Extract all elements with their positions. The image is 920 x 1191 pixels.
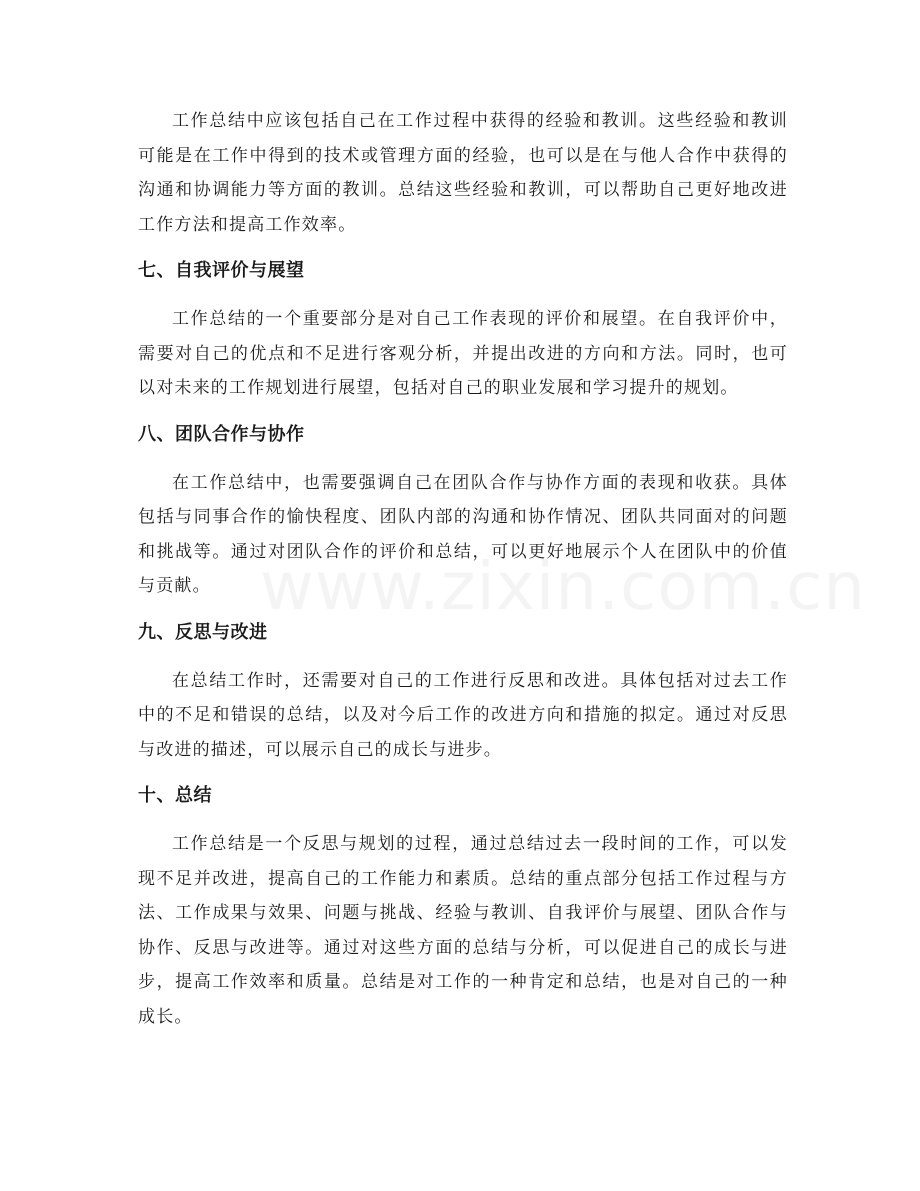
paragraph-experience-lessons: 工作总结中应该包括自己在工作过程中获得的经验和教训。这些经验和教训可能是在工作中得到的技术或管理方面的经验，也可以是在与他人合作中获得的沟通和协调能力等方面的教训。总结这些经验和教训，可以帮助自己更好地改进工作方法和提高工作效率。 xyxy=(138,111,788,235)
paragraph-summary: 工作总结是一个反思与规划的过程，通过总结过去一段时间的工作，可以发现不足并改进，提高自己的工作能力和素质。总结的重点部分包括工作过程与方法、工作成果与效果、问题与挑战、经验与教训、自我评价与展望、团队合作与协作、反思与改进等。通过对这些方面的总结与分析，可以促进自己的成长与进步，提高工作效率和质量。总结是对工作的一种肯定和总结，也是对自己的一种成长。 xyxy=(138,834,788,1027)
paragraph-teamwork: 在工作总结中，也需要强调自己在团队合作与协作方面的表现和收获。具体包括与同事合作的愉快程度、团队内部的沟通和协作情况、团队共同面对的问题和挑战等。通过对团队合作的评价和总结，可以更好地展示个人在团队中的价值与贡献。 xyxy=(138,472,788,596)
section-heading-8: 八、团队合作与协作 xyxy=(138,423,305,445)
document-body xyxy=(138,104,788,1034)
section-heading-9: 九、反思与改进 xyxy=(138,621,268,643)
section-heading-10: 十、总结 xyxy=(138,785,212,806)
paragraph-reflection: 在总结工作时，还需要对自己的工作进行反思和改进。具体包括对过去工作中的不足和错误的总结，以及对今后工作的改进方向和措施的拟定。通过对反思与改进的描述，可以展示自己的成长与进步。 xyxy=(138,670,788,760)
paragraph-self-evaluation: 工作总结的一个重要部分是对自己工作表现的评价和展望。在自我评价中，需要对自己的优点和不足进行客观分析，并提出改进的方向和方法。同时，也可以对未来的工作规划进行展望，包括对自己的职业发展和学习提升的规划。 xyxy=(138,309,788,398)
section-heading-7: 七、自我评价与展望 xyxy=(138,260,305,281)
